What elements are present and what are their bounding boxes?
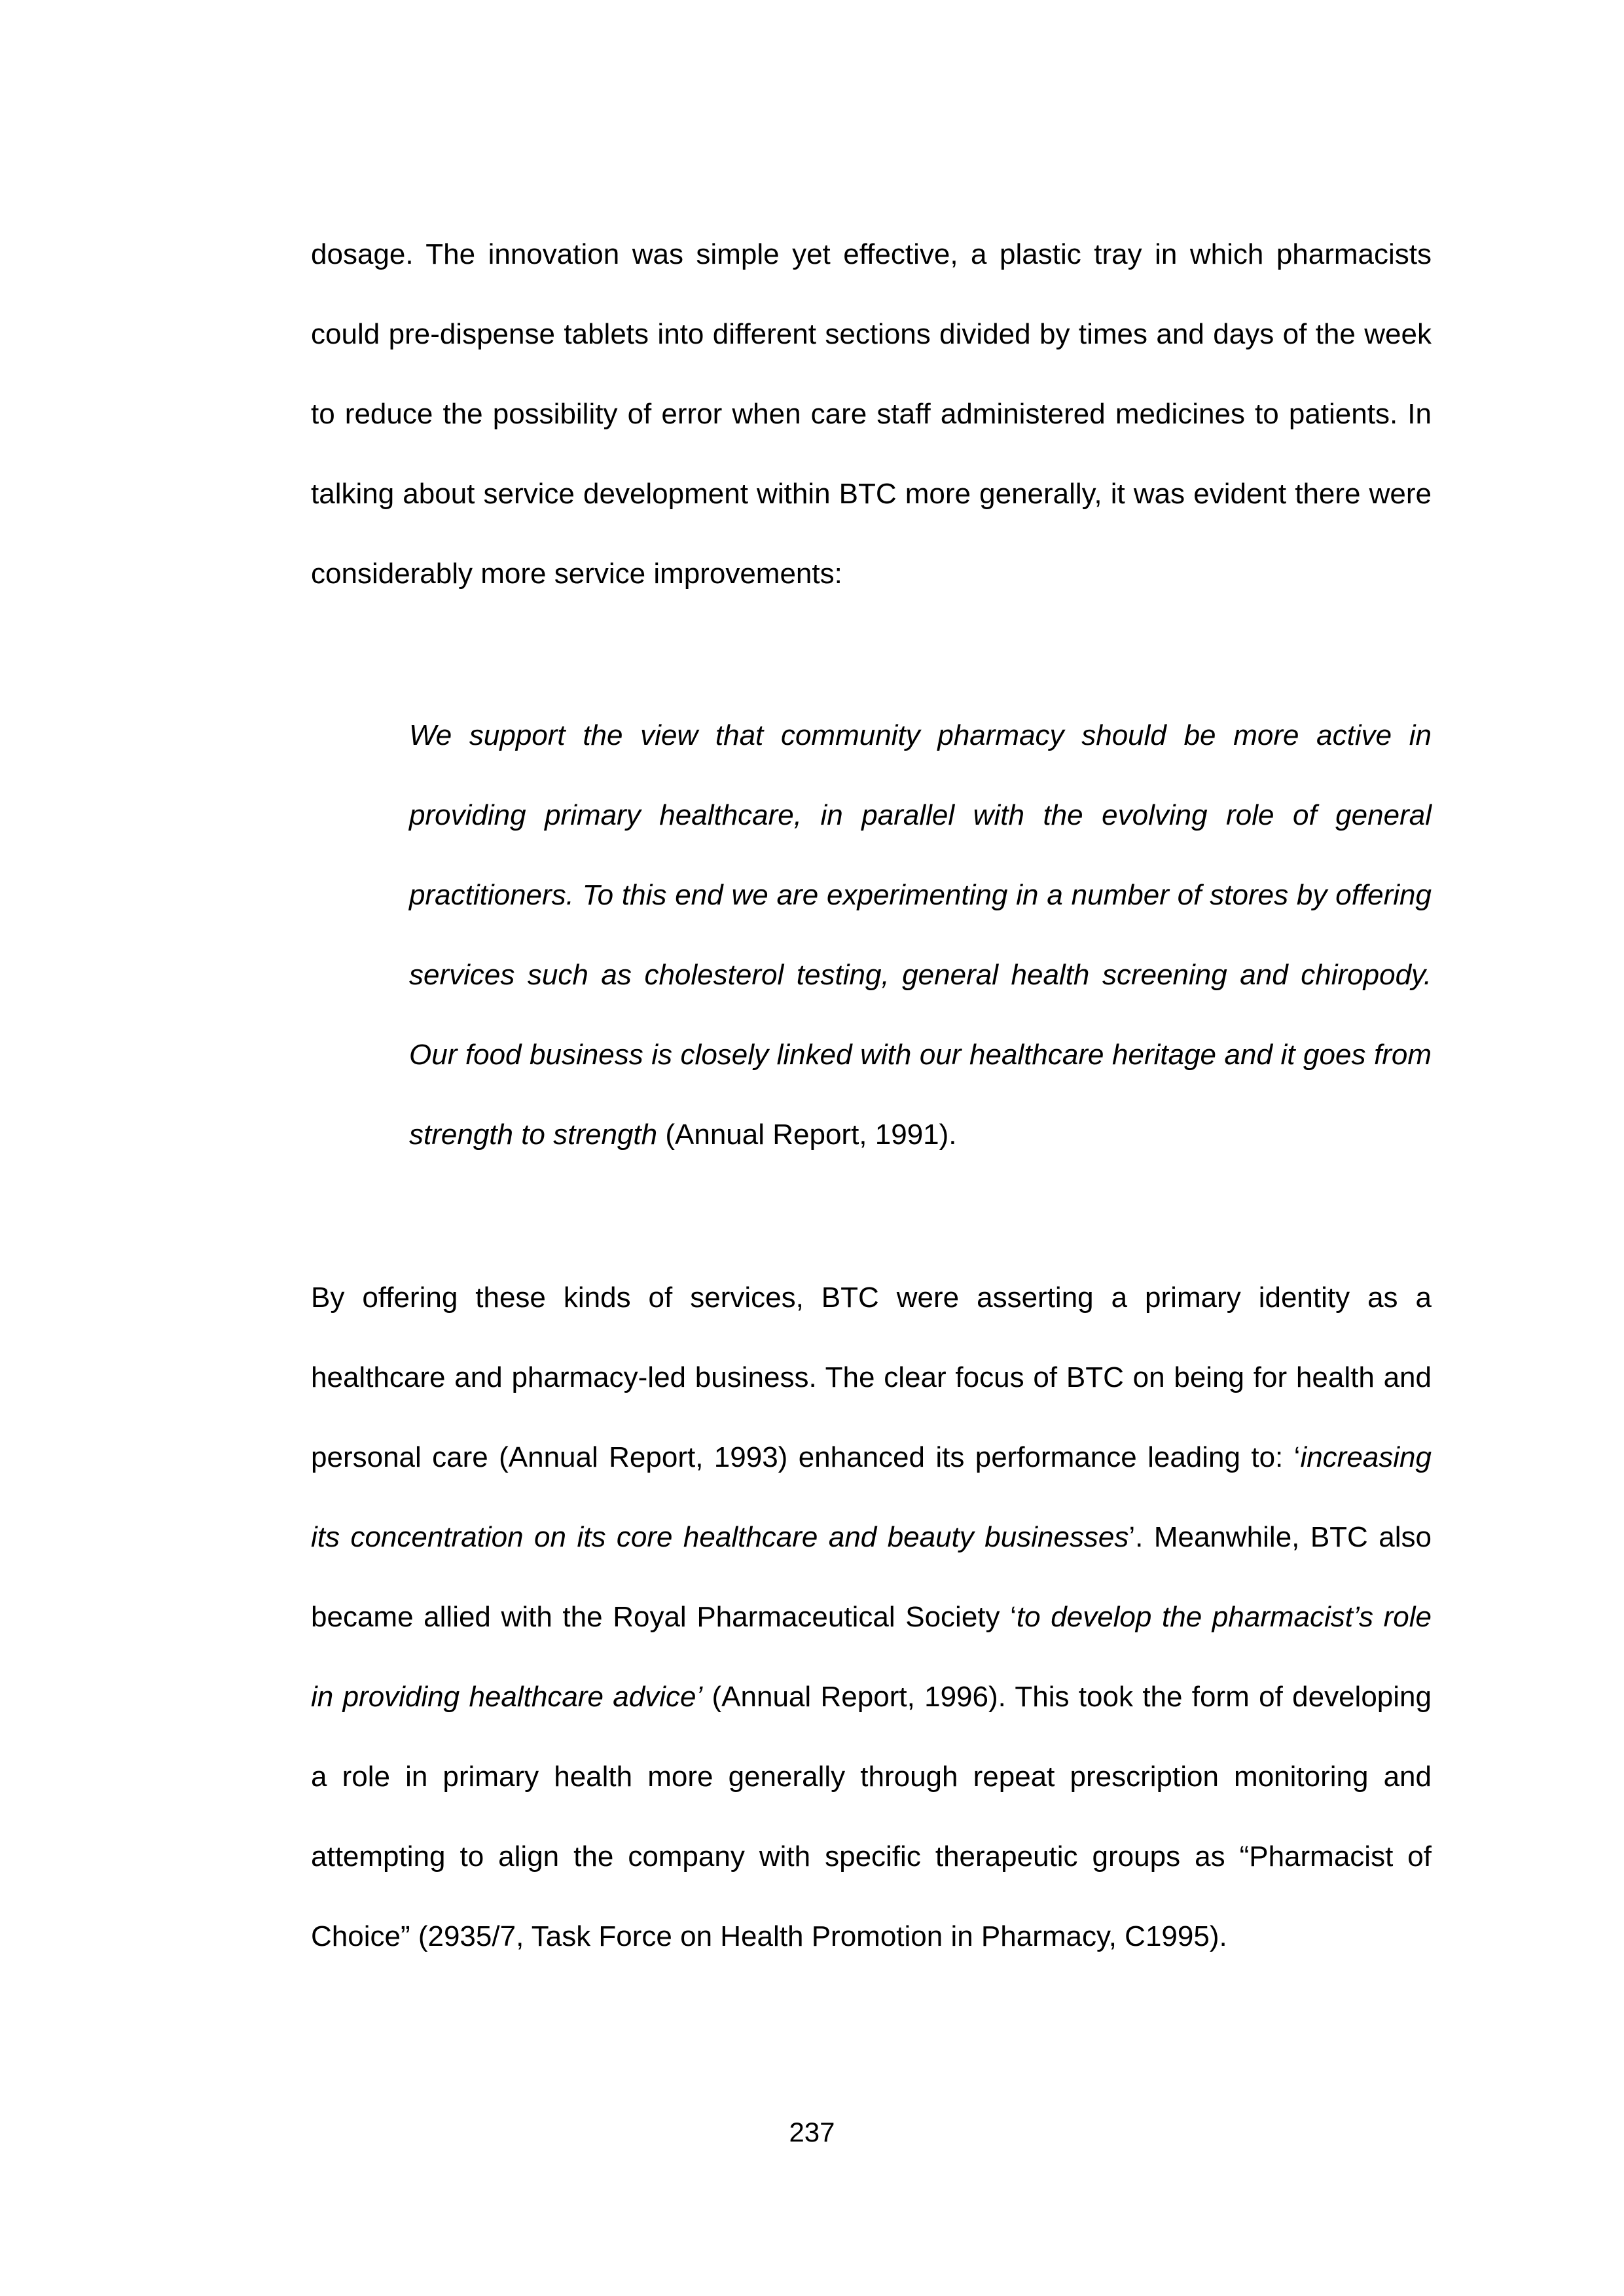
inline-quote: to develop the pharmacist’s role in providing healthcare advice’ [311,1601,1432,1713]
inline-quote: increasing its concentration on its core healthcare and beauty businesses [311,1441,1432,1553]
body-paragraph [311,1258,1432,1977]
quote-citation: (Annual Report, 1991). [657,1119,957,1151]
page-number: 237 [789,2117,835,2147]
paragraph-text: By offering these kinds of services, BTC were asserting a primary identity as a healthcare and pharmacy-led business. The clear focus of BTC on being for health and personal care (Annual Report, 1993) enhanced its performance leading to: ‘ [311,1282,1432,1473]
quote-text: We support the view that community pharmacy should be more active in providing primary healthcare, in parallel with the evolving role of general practitioners. To this end we are experimenting in a number of stores by offering services such as cholesterol testing, general health screening and chiropody. Our food business is closely linked with our healthcare heritage and it goes from strength to strength [409,719,1432,1151]
paragraph-text: (Annual Report, 1996). This took the form of developing a role in primary health more generally through repeat prescription monitoring and attempting to align the company with specific therapeutic groups as “Pharmacist of Choice” (2935/7, Task Force on Health Promotion in Pharmacy, C1995). [311,1681,1432,1952]
body-paragraph: dosage. The innovation was simple yet effective, a plastic tray in which pharmacists could pre-dispense tablets into different sections divided by times and days of the week to reduce the possibility of error when care staff administered medicines to patients. In talking about service development within BTC more generally, it was evident there were considerably more service improvements: [311,238,1432,590]
block-quote [409,696,1432,1175]
paragraph-text: ’. Meanwhile, BTC also became allied with the Royal Pharmaceutical Society ‘ [311,1521,1432,1633]
